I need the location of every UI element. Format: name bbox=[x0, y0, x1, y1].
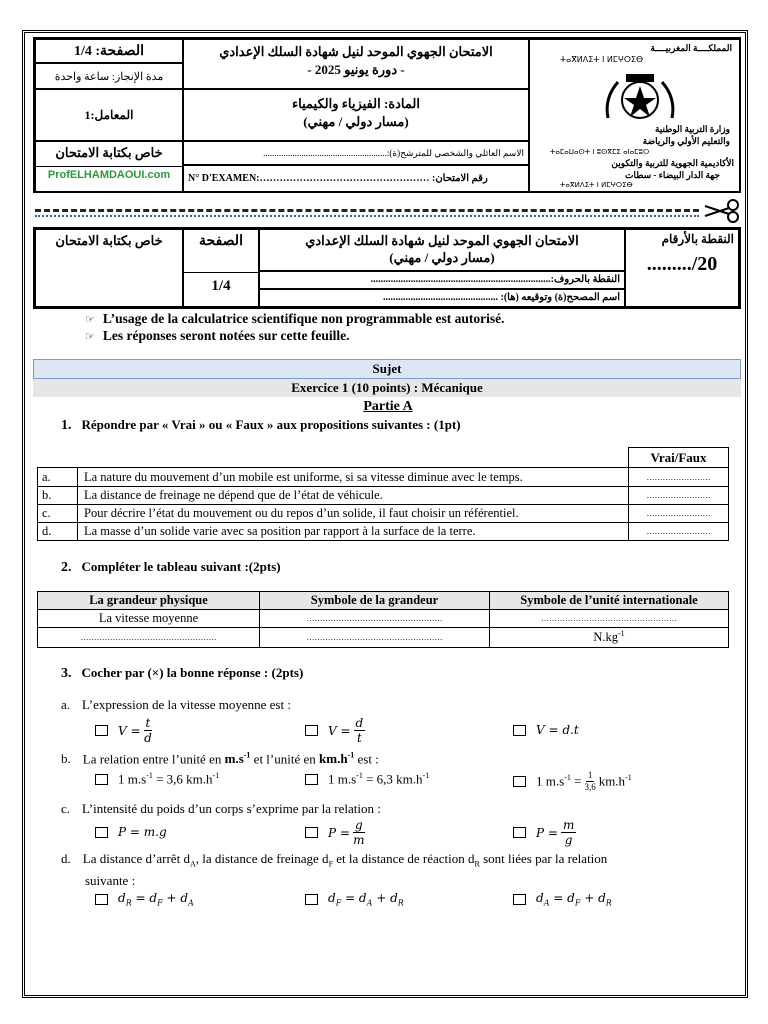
q1-row-letter: d. bbox=[38, 523, 78, 541]
ministry-line-1: المملكــــة المغربيــــة bbox=[650, 43, 732, 53]
checkbox[interactable] bbox=[513, 894, 526, 905]
pointing-hand-icon: ☞ bbox=[85, 330, 95, 343]
q1-text: Répondre par « Vrai » ou « Faux » aux propositions suivantes : (1pt) bbox=[81, 417, 461, 432]
exam-number-field[interactable]: N° D'EXAMEN:…………………………………………… :رقم الامتحان bbox=[188, 173, 488, 184]
q1-row-text: La distance de freinage ne dépend que de l’état de véhicule. bbox=[78, 487, 629, 505]
grade-track-label: (مسار دولي / مهني) bbox=[389, 250, 495, 265]
page-number: الصفحة: 1/4 bbox=[74, 43, 144, 59]
reserved-cell bbox=[35, 141, 183, 193]
page-number-cell bbox=[35, 39, 183, 63]
exam-session: - دورة يونيو 2025 - bbox=[307, 62, 405, 77]
grade-digits-cell[interactable] bbox=[625, 229, 739, 307]
q3b-option-3[interactable]: 1 $m.s^{-1}$ = $\frac{1}{3,6}$ $km.h^{-1}$ bbox=[513, 771, 632, 792]
instruction-item: ☞ L’usage de la calculatrice scientifique non programmable est autorisé. bbox=[85, 311, 505, 326]
exam-title: الامتحان الجهوي الموحد لنيل شهادة السلك الإعدادي bbox=[219, 44, 493, 59]
q2-number: 2. bbox=[61, 560, 72, 575]
q2-unit-cell: $N.kg^{-1}$ bbox=[490, 628, 729, 648]
q1-answer-field[interactable]: …………………… bbox=[629, 523, 729, 541]
checkbox[interactable] bbox=[513, 827, 526, 838]
q1-header-vraifaux: Vrai/Faux bbox=[629, 448, 729, 468]
part-title: Partie A bbox=[363, 399, 413, 414]
ministry-line-5: ⵜⴰⵎⴰⵡⴰⵙⵜ ⵏ ⵓⵙⴳⵎⵉ ⴰⵏⴰⵎⵓⵔ bbox=[550, 148, 650, 156]
table-row bbox=[38, 468, 729, 487]
website-label: ProfELHAMDAOUI.com bbox=[47, 169, 171, 181]
q2-answer-field[interactable]: …………………………………………… bbox=[490, 610, 729, 628]
checkbox[interactable] bbox=[513, 725, 526, 736]
q2-answer-field[interactable]: …………………………………………… bbox=[260, 628, 490, 648]
q3a-option-2[interactable]: V = $\frac{d}{t}$ bbox=[305, 717, 368, 744]
ministry-line-7: جهة الدار البيضاء - سطات bbox=[625, 170, 720, 180]
instructions bbox=[85, 311, 504, 345]
checkbox[interactable] bbox=[95, 774, 108, 785]
q2-text: Compléter le tableau suivant :(2pts) bbox=[81, 559, 281, 574]
q3d-text: d. La distance d’arrêt $d_A$, la distance de freinage $d_F$ et la distance de réaction $d_R$ sont liées par la relation suivante : bbox=[61, 851, 608, 888]
q3c-text: c. L’intensité du poids d’un corps s’exprime par la relation : bbox=[61, 801, 381, 816]
coat-of-arms-icon bbox=[600, 68, 680, 128]
grade-reserved-label: خاص بكتابة الامتحان bbox=[55, 233, 163, 248]
q3a-option-3[interactable]: V = d.t bbox=[513, 723, 579, 737]
grade-page-value: 1/4 bbox=[211, 278, 231, 294]
q3a-option-1[interactable]: V = $\frac{t}{d}$ bbox=[95, 717, 155, 744]
q1-table bbox=[37, 447, 729, 541]
subject-label: المادة: الفيزياء والكيمياء bbox=[292, 96, 420, 111]
duration-label: مدة الإنجاز: ساعة واحدة bbox=[54, 70, 164, 83]
q1-row-text: Pour décrire l’état du mouvement ou du repos d’un solide, il faut choisir un référentiel. bbox=[78, 505, 629, 523]
checkbox[interactable] bbox=[305, 894, 318, 905]
q1-heading bbox=[61, 417, 461, 434]
coef-label: المعامل:1 bbox=[84, 107, 134, 122]
checkbox[interactable] bbox=[95, 894, 108, 905]
ministry-line-6: الأكاديمية الجهوية للتربية والتكوين bbox=[611, 158, 734, 168]
q1-answer-field[interactable]: …………………… bbox=[629, 487, 729, 505]
q3b-option-2[interactable]: 1 $m.s^{-1} = 6,3$ $km.h^{-1}$ bbox=[305, 771, 429, 787]
q3d-option-1[interactable]: $d_R = d_F + d_A$ bbox=[95, 891, 194, 907]
checkbox[interactable] bbox=[305, 827, 318, 838]
q3d-option-2[interactable]: $d_F = d_A + d_R$ bbox=[305, 891, 404, 907]
checkbox[interactable] bbox=[95, 827, 108, 838]
q3c-option-1[interactable]: P = m.g bbox=[95, 825, 167, 839]
duration-cell bbox=[35, 63, 183, 89]
instruction-item: ☞ Les réponses seront notées sur cette feuille. bbox=[85, 328, 350, 343]
ministry-line-4: والتعليم الأولي والرياضة bbox=[642, 136, 730, 146]
exam-title-cell bbox=[183, 39, 529, 89]
coef-cell bbox=[35, 89, 183, 141]
q2-cell: La vitesse moyenne bbox=[38, 610, 260, 628]
q3c-option-2[interactable]: P = $\frac{g}{m}$ bbox=[305, 819, 368, 846]
table-row bbox=[38, 610, 729, 628]
q2-answer-field[interactable]: …………………………………………… bbox=[260, 610, 490, 628]
q3b-option-1[interactable]: 1 $m.s^{-1} = 3,6$ $km.h^{-1}$ bbox=[95, 771, 219, 787]
q1-number: 1. bbox=[61, 418, 72, 433]
q2-heading bbox=[61, 559, 281, 576]
grade-exam-title: الامتحان الجهوي الموحد لنيل شهادة السلك الإعدادي bbox=[305, 233, 579, 248]
exercise-title: Exercice 1 (10 points) : Mécanique bbox=[291, 380, 483, 395]
checkbox[interactable] bbox=[305, 725, 318, 736]
q3a-text: a. L’expression de la vitesse moyenne est : bbox=[61, 697, 291, 712]
q3-heading bbox=[61, 665, 303, 682]
grade-title-cell bbox=[259, 229, 625, 271]
q2-header: Symbole de l’unité internationale bbox=[490, 592, 729, 610]
exam-header bbox=[33, 37, 741, 193]
ministry-logo-cell bbox=[529, 39, 741, 193]
ministry-line-8: ⵜⴰⴳⵍⴷⵉⵜ ⵏ ⵍⵎⵖⵔⵉⴱ bbox=[560, 181, 633, 189]
q1-row-text: La masse d’un solide varie avec sa position par rapport à la surface de la terre. bbox=[78, 523, 629, 541]
cut-line bbox=[35, 209, 699, 212]
checkbox[interactable] bbox=[95, 725, 108, 736]
q1-row-letter: b. bbox=[38, 487, 78, 505]
exercise-bar bbox=[33, 379, 741, 397]
q2-header: La grandeur physique bbox=[38, 592, 260, 610]
q1-row-letter: c. bbox=[38, 505, 78, 523]
checkbox[interactable] bbox=[305, 774, 318, 785]
cut-line-dotted bbox=[35, 215, 699, 217]
q1-answer-field[interactable]: …………………… bbox=[629, 468, 729, 487]
q2-table bbox=[37, 591, 729, 648]
grade-page-cell bbox=[183, 229, 259, 307]
sujet-bar bbox=[33, 359, 741, 379]
subject-cell bbox=[183, 89, 529, 141]
sujet-label: Sujet bbox=[372, 361, 402, 376]
q1-answer-field[interactable]: …………………… bbox=[629, 505, 729, 523]
table-row bbox=[38, 523, 729, 541]
table-row bbox=[38, 505, 729, 523]
candidate-name-field[interactable]: الاسم العائلي والشخصي للمترشح(ة):....................................................... bbox=[263, 148, 524, 158]
q3c-option-3[interactable]: P = $\frac{m}{g}$ bbox=[513, 819, 579, 846]
q2-answer-field[interactable]: …………………………………………… bbox=[38, 628, 260, 648]
grade-digits-label: النقطة بالأرقام bbox=[661, 232, 734, 246]
pointing-hand-icon: ☞ bbox=[85, 313, 95, 326]
corrector-cell[interactable] bbox=[259, 289, 625, 307]
grade-letters-field[interactable]: النقطة بالحروف:........................................................................ bbox=[370, 274, 620, 285]
q1-row-text: La nature du mouvement d’un mobile est uniforme, si sa vitesse diminue avec le temps. bbox=[78, 468, 629, 487]
grade-page-label: الصفحة bbox=[199, 234, 243, 249]
grade-letters-cell[interactable] bbox=[259, 271, 625, 289]
table-row bbox=[38, 628, 729, 648]
ministry-line-3: وزارة التربية الوطنية bbox=[654, 124, 730, 134]
q1-row-letter: a. bbox=[38, 468, 78, 487]
exam-page bbox=[22, 30, 748, 998]
q3d-option-3[interactable]: $d_A = d_F + d_R$ bbox=[513, 891, 612, 907]
q3b-text: b. La relation entre l’unité en $m.s^{-1}$ et l’unité en $km.h^{-1}$ est : bbox=[61, 751, 379, 767]
q3-text: Cocher par (×) la bonne réponse : (2pts) bbox=[81, 665, 304, 680]
q3-number: 3. bbox=[61, 666, 72, 681]
ministry-line-2: ⵜⴰⴳⵍⴷⵉⵜ ⵏ ⵍⵎⵖⵔⵉⴱ bbox=[560, 55, 644, 64]
reserved-label: خاص بكتابة الامتحان bbox=[55, 145, 163, 160]
table-row bbox=[38, 487, 729, 505]
grade-reserved-cell bbox=[35, 229, 183, 307]
exam-number-cell[interactable] bbox=[183, 165, 529, 193]
q2-header: Symbole de la grandeur bbox=[260, 592, 490, 610]
scissors-icon bbox=[703, 199, 743, 223]
grade-box bbox=[33, 227, 741, 309]
corrector-field[interactable]: اسم المصحح(ة) وتوقيعه (ها): .............................................. bbox=[383, 292, 620, 303]
track-label: (مسار دولي / مهني) bbox=[303, 114, 409, 129]
candidate-name-cell[interactable] bbox=[183, 141, 529, 165]
checkbox[interactable] bbox=[513, 776, 526, 787]
grade-digits-value[interactable]: ........./20 bbox=[646, 253, 718, 275]
